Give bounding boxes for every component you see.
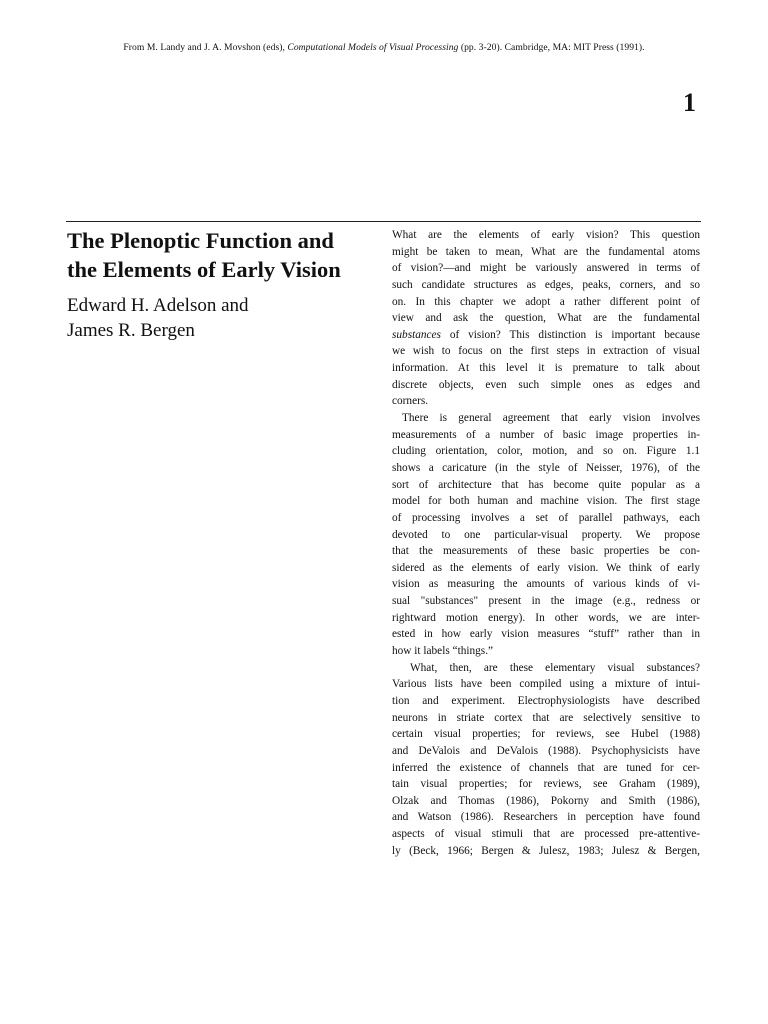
body-line: inferred the existence of channels that are tuned for cer- <box>392 761 700 774</box>
body-line: sort of architecture that has become quite popular as a <box>392 478 700 491</box>
chapter-title-line: The Plenoptic Function and <box>67 228 334 253</box>
body-line: measurements of a number of basic image properties in- <box>392 428 700 441</box>
body-line: sidered as the elements of early vision. We think of early <box>392 561 700 574</box>
citation-book-title: Computational Models of Visual Processing <box>287 42 459 53</box>
body-line: such candidate structures as edges, peaks, corners, and so <box>392 278 700 291</box>
body-line: shows a caricature (in the style of Neisser, 1976), of the <box>392 461 700 474</box>
body-line: and DeValois and DeValois (1988). Psychophysicists have <box>392 744 700 757</box>
body-line: aspects of visual stimuli that are processed pre-attentive- <box>392 828 700 841</box>
body-line-rest: of vision? This distinction is important because <box>449 328 700 341</box>
body-line: might be taken to mean, What are the fundamental atoms <box>392 245 700 258</box>
body-line: Various lists have been compiled using a mixture of intui- <box>392 678 700 691</box>
body-line: certain visual properties; for reviews, see Hubel (1988) <box>392 728 700 741</box>
citation-header <box>0 42 768 53</box>
body-line: of vision?—and might be variously answered in terms of <box>392 262 700 275</box>
citation-prefix: From M. Landy and J. A. Movshon (eds), <box>123 42 288 53</box>
body-line: What are the elements of early vision? This question <box>392 229 700 241</box>
chapter-number: 1 <box>683 88 696 117</box>
body-line: that the measurements of these basic properties be con- <box>392 545 700 558</box>
header-rule <box>66 221 701 222</box>
body-line: neurons in striate cortex that are selectively sensitive to <box>392 711 700 724</box>
chapter-title-line: the Elements of Early Vision <box>67 257 341 282</box>
body-line: What, then, are these elementary visual substances? <box>410 661 700 674</box>
body-line: how it labels “things.” <box>392 645 494 658</box>
body-line: of processing involves a set of parallel pathways, each <box>392 511 700 524</box>
body-line: ly (Beck, 1966; Bergen & Julesz, 1983; Julesz & Bergen, <box>392 844 700 857</box>
body-line: vision as measuring the amounts of various kinds of vi- <box>392 578 700 591</box>
emphasis-substances: substances <box>392 328 441 341</box>
body-line: model for both human and machine vision. The first stage <box>392 495 700 508</box>
body-text <box>392 227 700 859</box>
author-line: Edward H. Adelson and <box>67 295 249 316</box>
body-line: cluding orientation, color, motion, and so on. Figure 1.1 <box>392 445 700 458</box>
body-line: devoted to one particular-visual property. We propose <box>392 528 700 541</box>
body-line: ested in how early vision measures “stuff” rather than in <box>392 628 700 641</box>
body-line: discrete objects, even such simple ones as edges and <box>392 378 700 391</box>
body-line: we wish to focus on the first steps in extraction of visual <box>392 345 700 358</box>
body-line: and Watson (1986). Researchers in perception have found <box>392 811 700 824</box>
author-line: James R. Bergen <box>67 320 195 341</box>
body-line: view and ask the question, What are the fundamental <box>392 312 700 325</box>
body-line: rightward motion energy). In other words, we are inter- <box>392 611 700 624</box>
body-line <box>392 327 700 344</box>
chapter-authors <box>67 293 367 343</box>
body-line: Olzak and Thomas (1986), Pokorny and Smith (1986), <box>392 794 700 807</box>
body-line: corners. <box>392 395 429 408</box>
body-line: sual "substances" present in the image (e.g., redness or <box>392 595 700 608</box>
citation-suffix: (pp. 3-20). Cambridge, MA: MIT Press (1991). <box>458 42 645 53</box>
body-line: There is general agreement that early vision involves <box>402 412 700 425</box>
body-line: tain visual properties; for reviews, see Graham (1989), <box>392 778 700 791</box>
chapter-title <box>67 226 387 284</box>
body-line: information. At this level it is premature to talk about <box>392 362 700 375</box>
body-line: on. In this chapter we adopt a rather different point of <box>392 295 700 308</box>
body-line: tion and experiment. Electrophysiologists have described <box>392 694 700 707</box>
